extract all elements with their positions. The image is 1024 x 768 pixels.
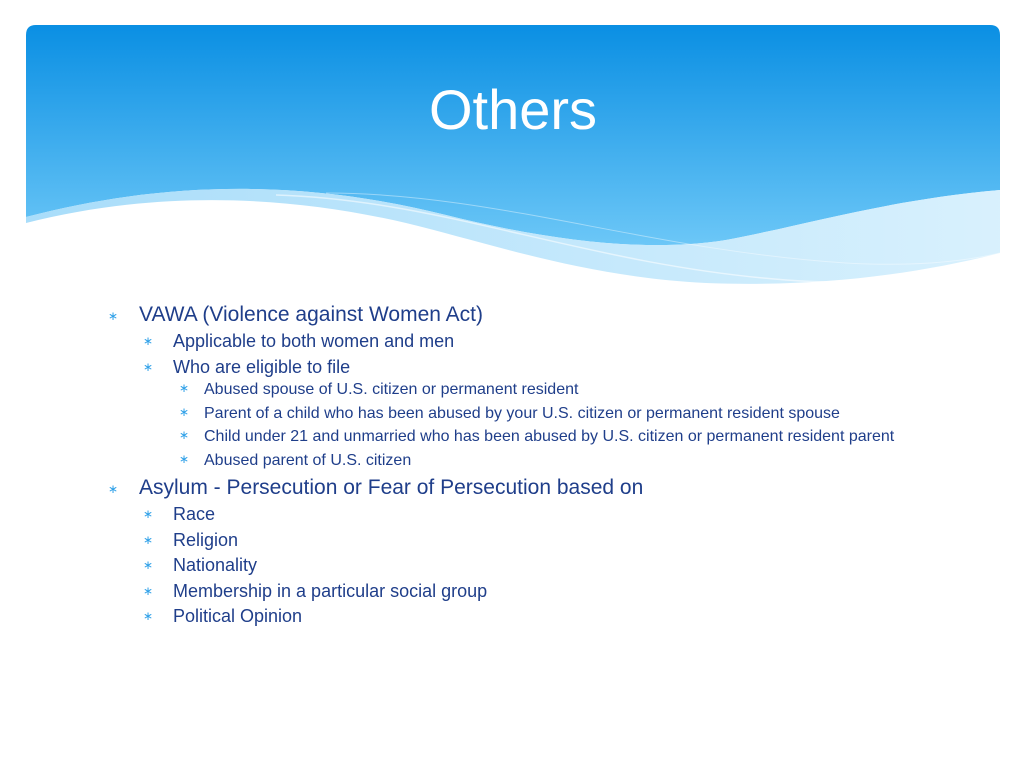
- bullet-asterisk-icon: ∗: [179, 381, 190, 395]
- sub-sub-bullet-parent-of-child: [108, 404, 908, 424]
- bullet-asylum: [108, 474, 908, 502]
- sub-sub-bullet-abused-parent: [108, 451, 908, 471]
- bullet-vawa: [108, 301, 908, 329]
- bullet-asterisk-icon: ∗: [179, 404, 190, 419]
- bullet-list: [108, 300, 908, 630]
- sub-bullet-eligible: [108, 355, 908, 381]
- sub-bullet-membership: [108, 579, 908, 605]
- bullet-asterisk-icon: ∗: [179, 451, 190, 466]
- bullet-asterisk-icon: ∗: [108, 309, 119, 323]
- bullet-text: Nationality: [173, 555, 258, 575]
- bullet-text: VAWA (Violence against Women Act): [139, 303, 483, 326]
- bullet-asterisk-icon: ∗: [143, 532, 154, 547]
- bullet-text: Religion: [173, 529, 239, 550]
- bullet-text: Parent of a child who has been abused by your U.S. citizen or permanent resident spouse: [204, 404, 840, 422]
- bullet-asterisk-icon: ∗: [179, 428, 190, 442]
- bullet-text: Child under 21 and unmarried who has been abused by U.S. citizen or permanent resident parent: [204, 428, 895, 445]
- sub-sub-bullet-abused-spouse: [108, 380, 908, 400]
- bullet-text: Abused spouse of U.S. citizen or permanent resident: [204, 381, 579, 398]
- wave-banner-graphic: [26, 25, 1000, 295]
- bullet-text: Who are eligible to file: [173, 356, 351, 377]
- bullet-asterisk-icon: ∗: [143, 609, 154, 623]
- title-banner: [26, 25, 1000, 295]
- sub-bullet-religion: [108, 528, 908, 554]
- bullet-text: Membership in a particular social group: [173, 580, 488, 601]
- sub-sub-bullet-child-under-21: [108, 427, 908, 447]
- bullet-asterisk-icon: ∗: [143, 583, 154, 598]
- bullet-asterisk-icon: ∗: [143, 558, 154, 572]
- bullet-text: Abused parent of U.S. citizen: [204, 451, 412, 469]
- bullet-text: Applicable to both women and men: [173, 331, 455, 351]
- slide-title: Others: [428, 78, 598, 141]
- sub-bullet-race: [108, 502, 908, 528]
- sub-bullet-applicable: [108, 329, 908, 355]
- bullet-text: Political Opinion: [173, 606, 303, 626]
- bullet-asterisk-icon: ∗: [108, 482, 119, 496]
- sub-bullet-political-opinion: [108, 604, 908, 630]
- bullet-asterisk-icon: ∗: [143, 359, 154, 374]
- bullet-asterisk-icon: ∗: [143, 507, 154, 521]
- bullet-asterisk-icon: ∗: [143, 334, 154, 348]
- bullet-text: Race: [173, 504, 216, 524]
- sub-bullet-nationality: [108, 553, 908, 579]
- bullet-text: Asylum - Persecution or Fear of Persecution based on: [139, 476, 644, 499]
